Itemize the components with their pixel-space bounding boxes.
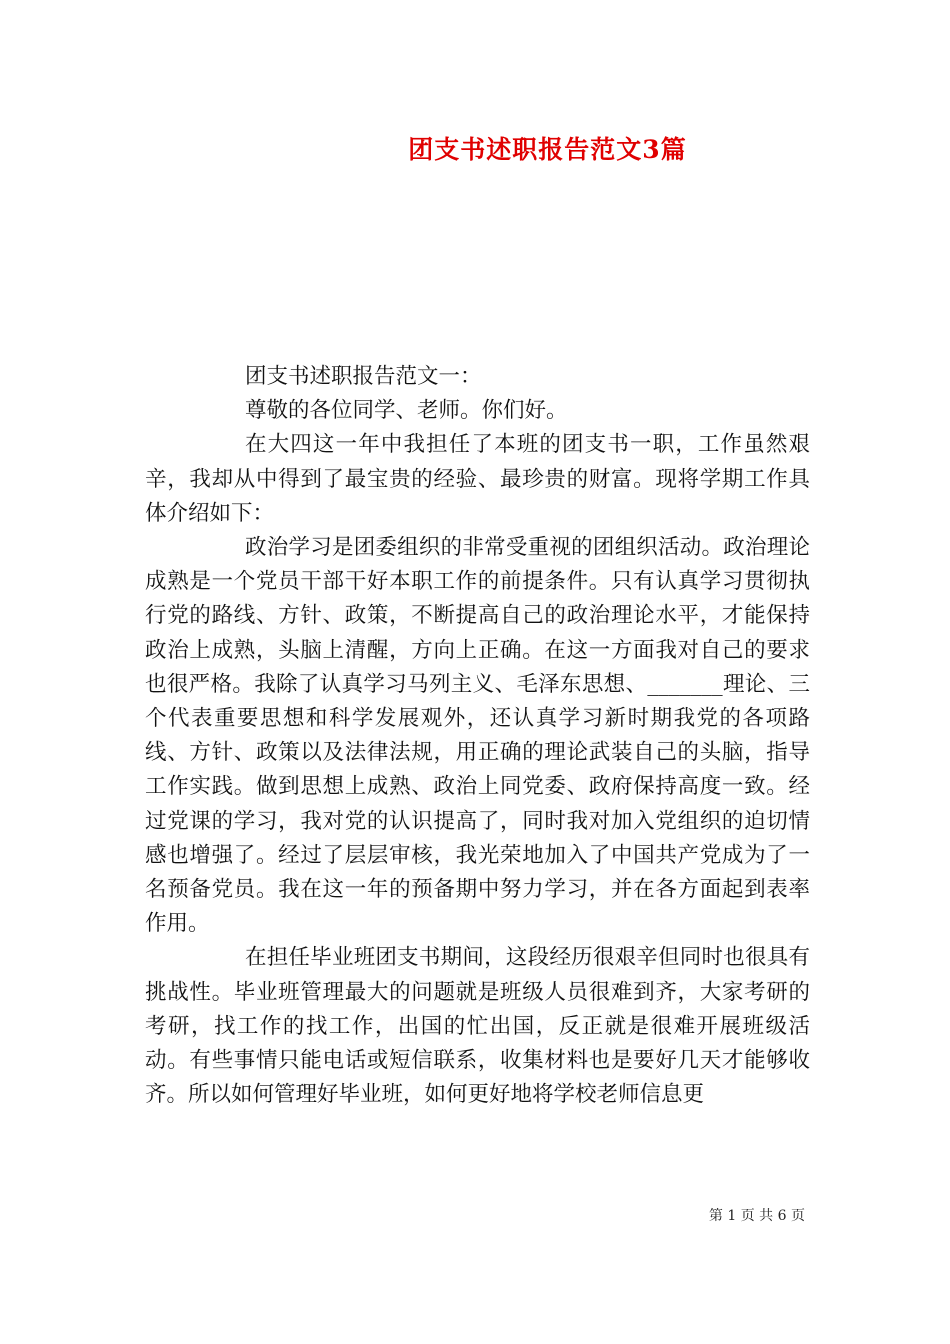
- page-number: 第 1 页 共 6 页: [708, 1208, 805, 1224]
- document-title: 团支书述职报告范文3篇: [408, 135, 687, 164]
- graduating-class-paragraph: 在担任毕业班团支书期间，这段经历很艰辛但同时也很具有挑战性。毕业班管理最大的问题就是班级人员很难到齐，大家考研的考研，找工作的找工作，出国的忙出国，反正就是很难开展班级活动。有些事情只能电话或短信联系，收集材料也是要好几天才能够收齐。所以如何管理好毕业班，如何更好地将学校老师信息更: [145, 945, 810, 1108]
- section-heading: 团支书述职报告范文一：: [245, 364, 482, 389]
- greeting-paragraph: 尊敬的各位同学、老师。你们好。: [245, 398, 568, 424]
- document-body: [145, 360, 810, 1112]
- political-study-paragraph: 政治学习是团委组织的非常受重视的团组织活动。政治理论成熟是一个党员干部干好本职工作的前提条件。只有认真学习贯彻执行党的路线、方针、政策，不断提高自己的政治理论水平，才能保持政治上成熟，头脑上清醒，方向上正确。在这一方面我对自己的要求也很严格。我除了认真学习马列主义、毛泽东思想、_______理论、三个代表重要思想和科学发展观外，还认真学习新时期我党的各项路线、方针、政策以及法律法规，用正确的理论武装自己的头脑，指导工作实践。做到思想上成熟、政治上同党委、政府保持高度一致。经过党课的学习，我对党的认识提高了，同时我对加入党组织的迫切情感也增强了。经过了层层审核，我光荣地加入了中国共产党成为了一名预备党员。我在这一年的预备期中努力学习，并在各方面起到表率作用。: [145, 535, 810, 937]
- intro-paragraph: 在大四这一年中我担任了本班的团支书一职，工作虽然艰辛，我却从中得到了最宝贵的经验、最珍贵的财富。现将学期工作具体介绍如下：: [145, 432, 810, 526]
